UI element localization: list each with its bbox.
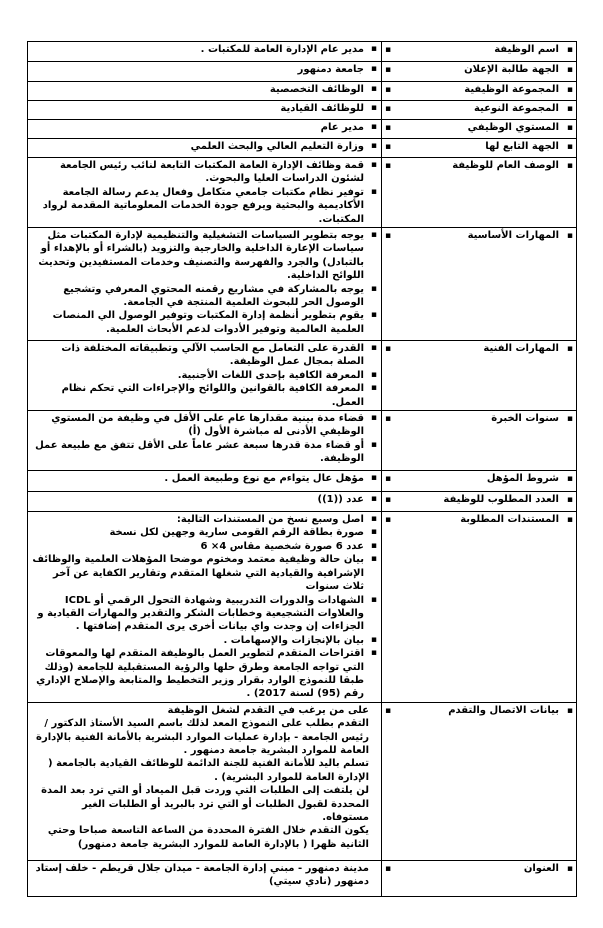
value-item: ▪ يوجه بالمشاركة في مشاريع رقمنه المحتوي المعرفي وتشجيع الوصول الحر للبحوث العلمية المنتجة في الجامعة. [31, 283, 377, 310]
contact-line: تسلم باليد للأمانة الفنية للجنة الدائمة للوظائف القيادية بالجامعة ( الإدارة العامة للموارد البشرية) . [48, 758, 369, 783]
label-text: ▪ المجموعة النوعية ▪ [385, 103, 573, 115]
label-text: ▪ المستندات المطلوبة ▪ [385, 514, 573, 526]
label-technical-skills [382, 341, 577, 411]
value-job-title [28, 42, 382, 62]
value-contact-info [28, 702, 382, 860]
value-item: ▪ مدير عام [31, 121, 377, 134]
value-item: ▪ المعرفة الكافية بإحدى اللغات الأجنبية. [31, 369, 377, 382]
row-job-group [28, 82, 577, 101]
row-required-documents [28, 512, 577, 703]
value-affiliation [28, 139, 382, 158]
label-required-count [382, 492, 577, 512]
value-job-group [28, 82, 382, 101]
label-job-level [382, 120, 577, 139]
contact-line: على من يرغب في التقدم لشغل الوظيفة [167, 704, 369, 716]
label-text: ▪ شروط المؤهل ▪ [385, 473, 573, 485]
row-requesting-body [28, 62, 577, 82]
label-text: ▪ اسم الوظيفة ▪ [385, 44, 573, 56]
contact-line: لن يلتفت إلى الطلبات التي وردت قبل الميعاد أو التي ترد بعد المدة المحددة لقبول الطلبات أو التي ترد بالبريد أو الطلبات الغير مستوفاه. [41, 785, 369, 823]
label-qualification [382, 471, 577, 492]
row-job-level [28, 120, 577, 139]
value-item: ▪ بيان حالة وظيفية معتمد ومختوم موضحا المؤهلات العلمية والوظائف الإشرافية والقيادية التي شغلها المتقدم وتقارير الكفاية عن آخر ثلاث سنوات [31, 553, 377, 593]
value-item: ▪ الشهادات والدورات التدريبية وشهادة التحول الرقمي أو ICDL والعلاوات التشجيعية وخطابات الشكر والتقدير والمهارات القيادية و الجزاءات إن وجدت واي بيانات أخرى يرى المتقدم إضافتها . [31, 594, 377, 634]
value-required-count [28, 492, 382, 512]
value-required-documents [28, 512, 382, 703]
label-text: ▪ المستوي الوظيفي ▪ [385, 122, 573, 134]
value-job-level [28, 120, 382, 139]
label-text: ▪ المجموعة الوظيفية ▪ [385, 84, 573, 96]
row-job-title [28, 42, 577, 62]
value-item: ▪ المعرفة الكافية بالقوانين واللوائح والإجراءات التي تحكم نظام العمل. [31, 382, 377, 409]
contact-line: التقدم بطلب على النموذج المعد لذلك باسم السيد الأستاذ الدكتور / رئيس الجامعة - بإدارة عمليات الموارد البشرية بالأمانة الفنية بالإدارة العامة للموارد البشرية جامعة دمنهور . [36, 718, 369, 756]
value-item: ▪ اصل وسبع نسخ من المستندات التالية: [31, 513, 377, 526]
row-specific-group [28, 101, 577, 120]
value-requesting-body [28, 62, 382, 82]
value-item: ▪ جامعة دمنهور [31, 63, 377, 76]
label-text: ▪ العنوان ▪ [385, 863, 573, 875]
label-text: ▪ الجهة التابع لها ▪ [385, 141, 573, 153]
value-item: ▪ عدد 6 صورة شخصية مقاس 4× 6 [31, 540, 377, 553]
value-item: ▪ اقتراحات المتقدم لتطوير العمل بالوظيفة المتقدم لها والمعوقات التي تواجه الجامعة وطرق حلها والرؤية المستقبلية للجامعة (وذلك طبقا للنموذج الوارد بقرار وزير التخطيط والمتابعة والإصلاح الإداري رقم (95) لسنة 2017) . [31, 647, 377, 701]
row-years-of-experience [28, 411, 577, 471]
row-basic-skills [28, 228, 577, 341]
label-job-title [382, 42, 577, 62]
label-contact-info [382, 702, 577, 860]
value-years-of-experience [28, 411, 382, 471]
row-technical-skills [28, 341, 577, 411]
value-item: ▪ مدير عام الإدارة العامة للمكتبات . [31, 43, 377, 56]
label-years-of-experience [382, 411, 577, 471]
value-item: ▪ قضاء مدة بينية مقدارها عام على الأقل في وظيفة من المستوي الوظيفي الأدنى له مباشرة الأول (أ) [31, 412, 377, 439]
row-address [28, 860, 577, 896]
value-item: ▪ توفير نظام مكتبات جامعي متكامل وفعال يدعم رسالة الجامعة الأكاديمية والبحثية ويرفع جودة الخدمات المعلوماتية المقدمة لرواد المكتبات. [31, 186, 377, 226]
value-item: ▪ الوظائف التخصصية [31, 83, 377, 96]
label-text: ▪ الجهة طالبة الإعلان ▪ [385, 64, 573, 76]
label-specific-group [382, 101, 577, 120]
row-affiliation [28, 139, 577, 158]
value-item: ▪ صورة بطاقة الرقم القومى سارية وجهين لكل نسخة [31, 526, 377, 539]
label-text: ▪ بيانات الاتصال والتقدم ▪ [385, 705, 573, 717]
value-item: ▪ يوجه بتطوير السياسات التشغيلية والتنظيمية لإدارة المكتبات مثل سياسات الإعارة الداخلية والخارجية والتزويد (بالشراء أو بالإهداء أو بالتبادل) والجرد والفهرسة والتصنيف وخدمات المستفيدين وتحديث اللوائح الداخلية. [31, 229, 377, 283]
value-specific-group [28, 101, 382, 120]
value-item: ▪ قمة وظائف الإدارة العامة المكتبات التابعة لنائب رئيس الجامعة لشئون الدراسات العليا والبحوث. [31, 159, 377, 186]
value-basic-skills [28, 228, 382, 341]
label-text: ▪ العدد المطلوب للوظيفة ▪ [385, 494, 573, 506]
row-required-count [28, 492, 577, 512]
value-item: ▪ يقوم بتطوير أنظمة إدارة المكتبات وتوفير الوصول الي المنصات العلمية العالمية وتوفير الأدوات لدعم الأبحاث العلمية. [31, 309, 377, 336]
contact-line: يكون التقدم خلال الفترة المحددة من الساعة التاسعة صباحا وحتي الثانية ظهرا ( بالإدارة العامة للموارد البشرية جامعة دمنهور) [47, 825, 369, 850]
label-basic-skills [382, 228, 577, 341]
value-qualification [28, 471, 382, 492]
value-item: ▪ بيان بالإنجازات والإسهامات . [31, 634, 377, 647]
value-item: ▪ للوظائف القيادية [31, 102, 377, 115]
label-required-documents [382, 512, 577, 703]
label-affiliation [382, 139, 577, 158]
label-text: ▪ المهارات الأساسية ▪ [385, 230, 573, 242]
label-job-group [382, 82, 577, 101]
row-general-description [28, 158, 577, 228]
value-technical-skills [28, 341, 382, 411]
label-text: ▪ المهارات الفنية ▪ [385, 343, 573, 355]
value-item: ▪ وزارة التعليم العالي والبحث العلمي [31, 140, 377, 153]
label-address [382, 860, 577, 896]
value-item: ▪ القدرة على التعامل مع الحاسب الآلي وتطبيقاته المختلفة ذات الصلة بمجال عمل الوظيفة. [31, 342, 377, 369]
label-requesting-body [382, 62, 577, 82]
value-item: ▪ أو قضاء مدة قدرها سبعة عشر عاماً على الأقل تتفق مع طبيعة عمل الوظيفة. [31, 439, 377, 466]
label-text: ▪ سنوات الخبرة ▪ [385, 413, 573, 425]
value-item: ▪ مؤهل عال يتواءم مع نوع وطبيعة العمل . [31, 472, 377, 485]
label-general-description [382, 158, 577, 228]
job-details-table [27, 41, 577, 897]
value-item: ▪ عدد ((1)) [31, 493, 377, 506]
value-general-description [28, 158, 382, 228]
contact-line: مدينة دمنهور - مبني إدارة الجامعة - ميدان جلال قريطم - خلف إستاد دمنهور (نادي سيتي) [35, 862, 369, 888]
label-text: ▪ الوصف العام للوظيفة ▪ [385, 160, 573, 172]
row-contact-info [28, 702, 577, 860]
value-address [28, 860, 382, 896]
row-qualification [28, 471, 577, 492]
